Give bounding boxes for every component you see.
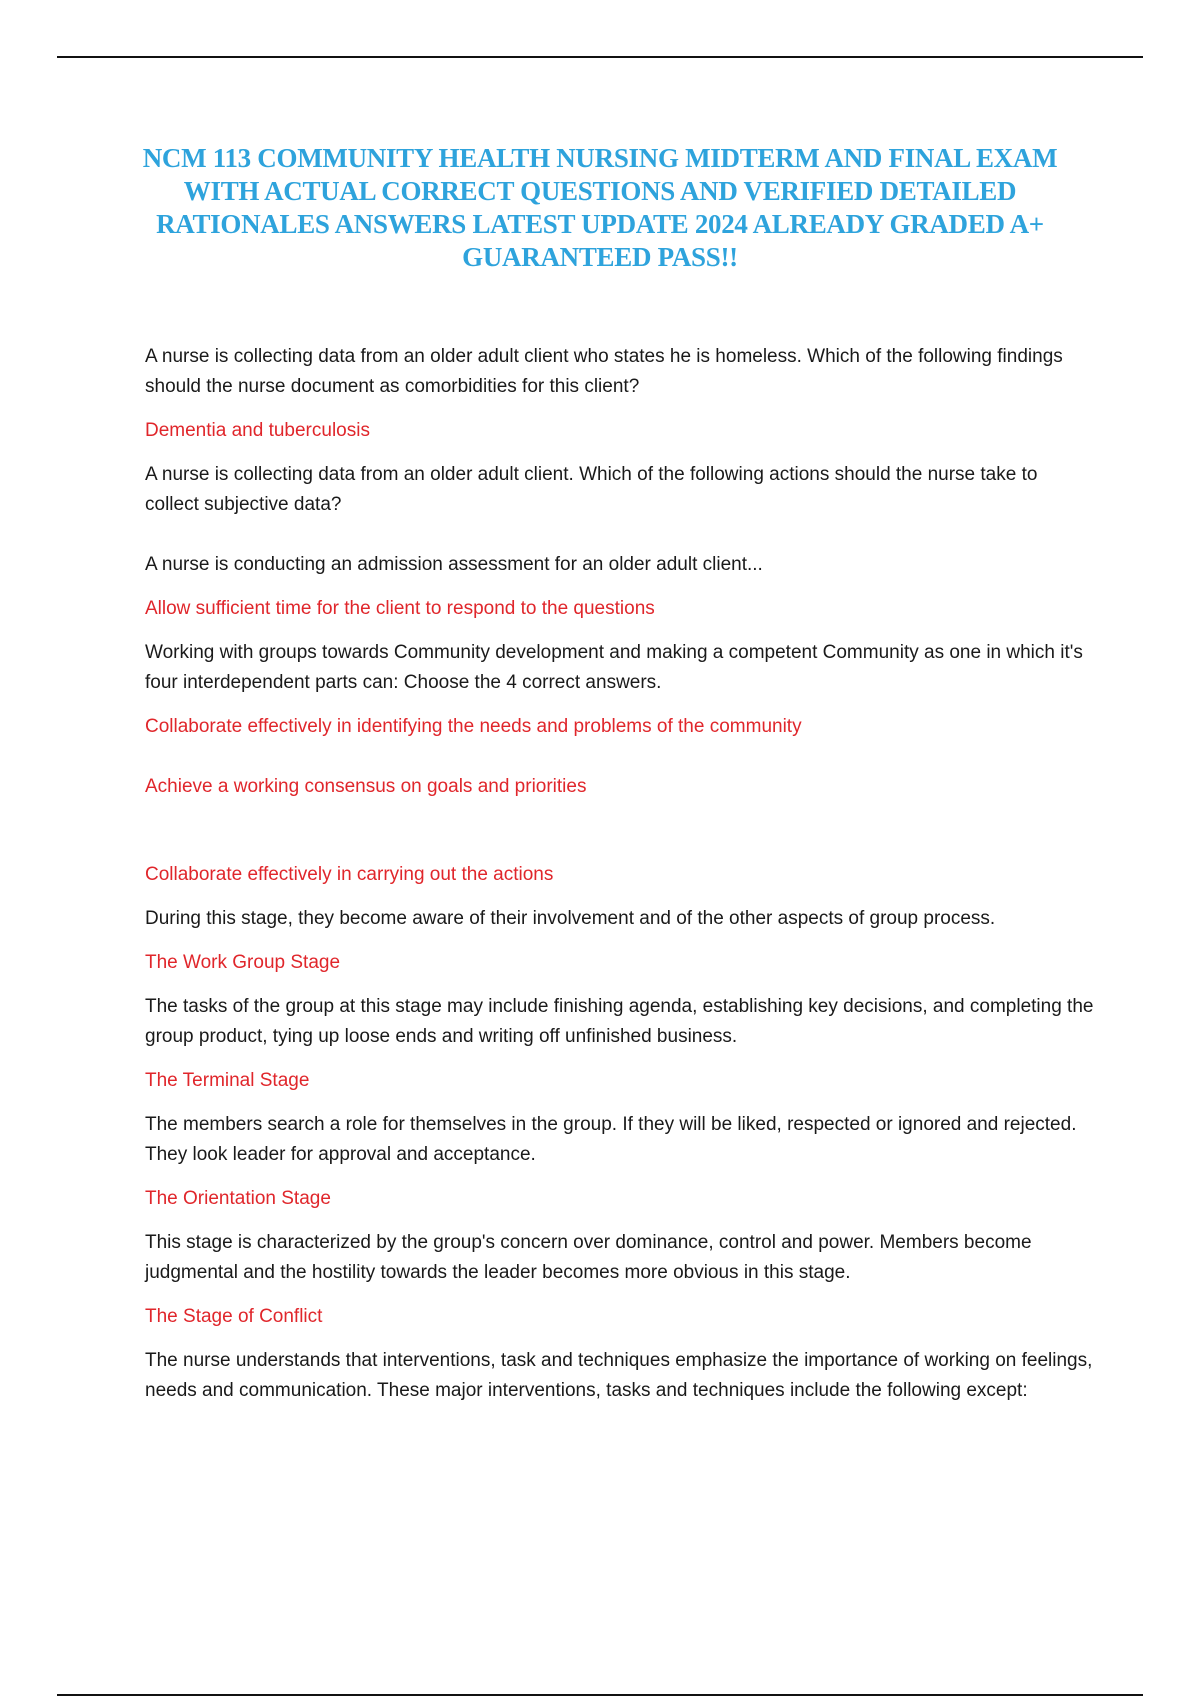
top-rule xyxy=(57,56,1143,58)
answer-4c: Collaborate effectively in carrying out the actions xyxy=(145,864,554,885)
question-8: This stage is characterized by the group's concern over dominance, control and power. Members become judgmental and the hostility towards the leader becomes more obvious in this stage. xyxy=(145,1232,1032,1283)
document-title: NCM 113 COMMUNITY HEALTH NURSING MIDTERM AND FINAL EXAM WITH ACTUAL CORRECT QUESTIONS AND VERIFIED DETAILED RATIONALES ANSWERS LATEST UPDATE 2024 ALREADY GRADED A+ GUARANTEED PASS!! xyxy=(142,143,1058,272)
answer-1: Dementia and tuberculosis xyxy=(145,420,370,441)
answer-6: The Terminal Stage xyxy=(145,1070,310,1091)
question-2: A nurse is collecting data from an older adult client. Which of the following actions should the nurse take to collect subjective data? xyxy=(145,464,1038,515)
answer-7: The Orientation Stage xyxy=(145,1188,331,1209)
question-6: The tasks of the group at this stage may include finishing agenda, establishing key decisions, and completing the group product, tying up loose ends and writing off unfinished business. xyxy=(145,996,1094,1047)
question-9: The nurse understands that interventions, task and techniques emphasize the importance of working on feelings, needs and communication. These major interventions, tasks and techniques include the following except: xyxy=(145,1350,1093,1401)
answer-8: The Stage of Conflict xyxy=(145,1306,323,1327)
answer-5: The Work Group Stage xyxy=(145,952,341,973)
bottom-rule xyxy=(57,1694,1143,1696)
question-4: Working with groups towards Community development and making a competent Community as one in which it's four interdependent parts can: Choose the 4 correct answers. xyxy=(145,642,1083,693)
answer-4b: Achieve a working consensus on goals and priorities xyxy=(145,776,587,797)
question-7: The members search a role for themselves in the group. If they will be liked, respected or ignored and rejected. They look leader for approval and acceptance. xyxy=(145,1114,1077,1165)
question-5: During this stage, they become aware of their involvement and of the other aspects of group process. xyxy=(145,908,996,929)
answer-4a: Collaborate effectively in identifying the needs and problems of the community xyxy=(145,716,802,737)
answer-3: Allow sufficient time for the client to respond to the questions xyxy=(145,598,655,619)
qa-content xyxy=(145,342,1095,1420)
question-3: A nurse is conducting an admission assessment for an older adult client... xyxy=(145,554,763,575)
question-1: A nurse is collecting data from an older adult client who states he is homeless. Which of the following findings should the nurse document as comorbidities for this client? xyxy=(145,346,1063,397)
